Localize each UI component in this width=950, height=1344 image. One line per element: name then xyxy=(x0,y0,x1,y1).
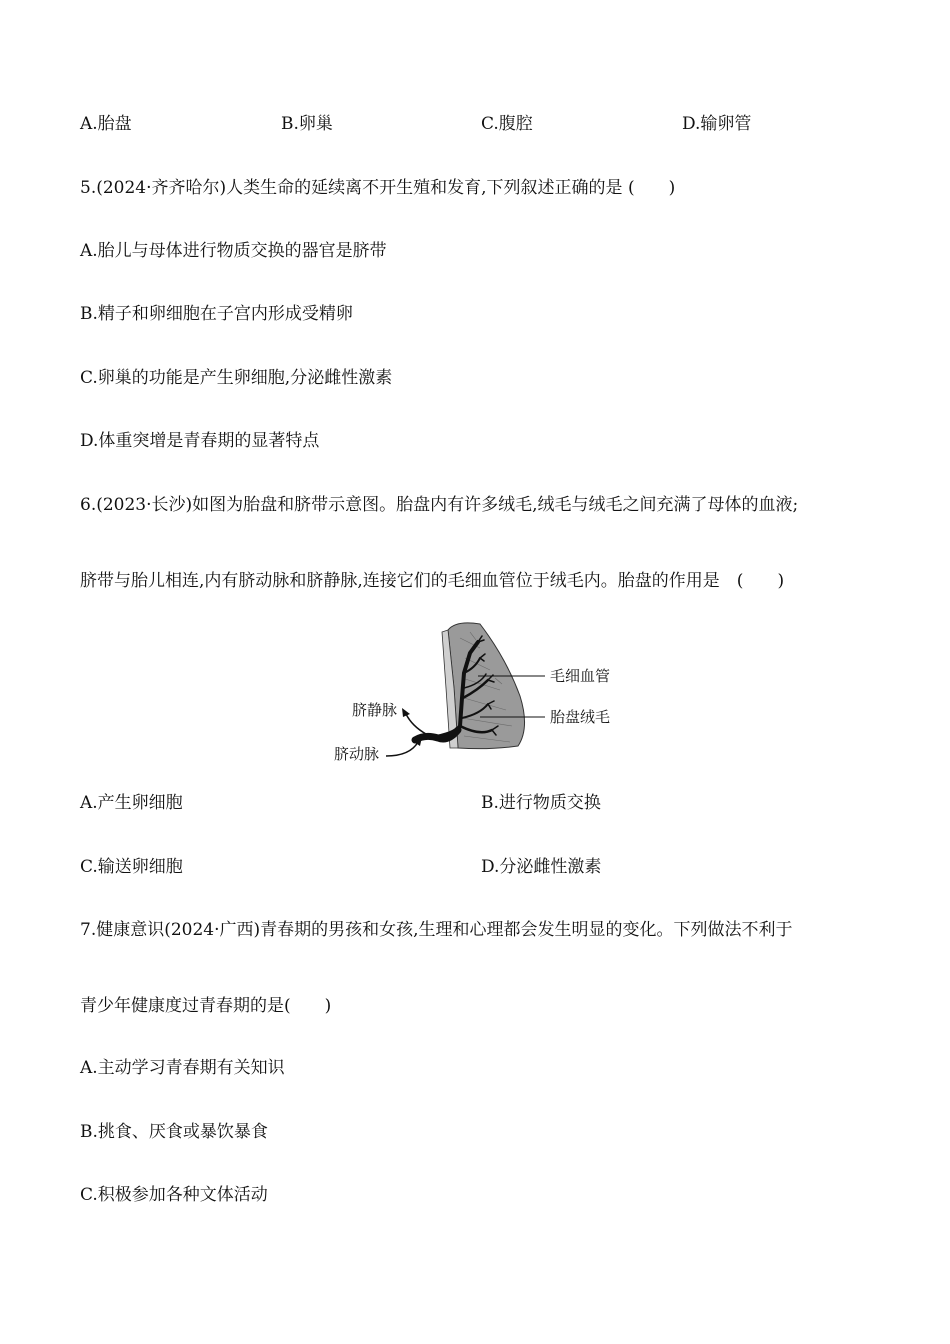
q6-option-a: A.产生卵细胞 xyxy=(80,793,183,813)
label-villus: 胎盘绒毛 xyxy=(550,708,611,726)
q4-option-b: B.卵巢 xyxy=(281,114,333,134)
vein-arrow xyxy=(406,714,426,734)
q5-stem: 5.(2024·齐齐哈尔)人类生命的延续离不开生殖和发育,下列叙述正确的是 ( ) xyxy=(80,178,676,198)
q6-option-c: C.输送卵细胞 xyxy=(80,857,183,877)
q5-option-a: A.胎儿与母体进行物质交换的器官是脐带 xyxy=(80,241,387,261)
label-capillary: 毛细血管 xyxy=(550,667,611,685)
q4-option-d: D.输卵管 xyxy=(682,114,752,134)
vein-arrowhead xyxy=(402,708,410,717)
q5-option-b: B.精子和卵细胞在子宫内形成受精卵 xyxy=(80,304,353,324)
placenta-diagram xyxy=(330,618,630,768)
label-umbilical-vein: 脐静脉 xyxy=(352,701,398,719)
q7-option-c: C.积极参加各种文体活动 xyxy=(80,1185,268,1205)
q5-option-c: C.卵巢的功能是产生卵细胞,分泌雌性激素 xyxy=(80,368,393,388)
q7-stem-line1: 7.健康意识(2024·广西)青春期的男孩和女孩,生理和心理都会发生明显的变化。下列做法不利于 xyxy=(80,920,793,940)
q6-option-b: B.进行物质交换 xyxy=(481,793,601,813)
q5-option-d: D.体重突增是青春期的显著特点 xyxy=(80,431,320,451)
q7-option-a: A.主动学习青春期有关知识 xyxy=(80,1058,285,1078)
q6-option-d: D.分泌雌性激素 xyxy=(481,857,602,877)
q6-stem-line1: 6.(2023·长沙)如图为胎盘和脐带示意图。胎盘内有许多绒毛,绒毛与绒毛之间充满了母体的血液; xyxy=(80,495,799,515)
label-umbilical-artery: 脐动脉 xyxy=(334,745,380,763)
q4-option-a: A.胎盘 xyxy=(80,114,132,134)
q4-option-c: C.腹腔 xyxy=(481,114,533,134)
artery-arrow xyxy=(386,742,418,756)
q7-option-b: B.挑食、厌食或暴饮暴食 xyxy=(80,1122,268,1142)
q6-stem-line2: 脐带与胎儿相连,内有脐动脉和脐静脉,连接它们的毛细血管位于绒毛内。胎盘的作用是 ( ) xyxy=(80,571,785,591)
q7-stem-line2: 青少年健康度过青春期的是( ) xyxy=(80,996,332,1016)
